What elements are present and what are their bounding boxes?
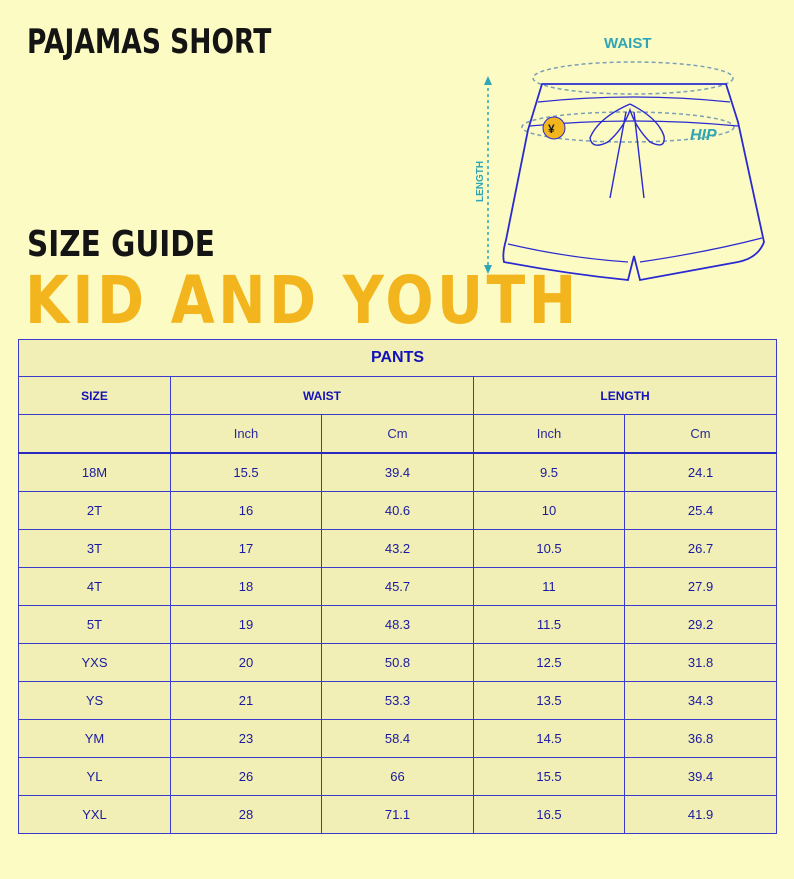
column-header-waist: WAIST xyxy=(171,377,474,415)
length-inch-cell: 10.5 xyxy=(474,530,625,568)
table-row xyxy=(19,453,777,492)
size-cell: YM xyxy=(19,720,171,758)
size-cell: YXS xyxy=(19,644,171,682)
waist-label: WAIST xyxy=(604,35,652,52)
waist-cm-cell: 58.4 xyxy=(322,720,474,758)
unit-header-waist-cm: Cm xyxy=(322,415,474,454)
size-cell: YXL xyxy=(19,796,171,834)
size-cell: 2T xyxy=(19,492,171,530)
waist-inch-cell: 21 xyxy=(171,682,322,720)
brand-logo-glyph: ¥ xyxy=(548,122,555,136)
table-row xyxy=(19,758,777,796)
shorts-measurement-diagram xyxy=(468,30,768,290)
length-cm-cell: 26.7 xyxy=(625,530,777,568)
column-header-size: SIZE xyxy=(19,377,171,415)
size-cell: YL xyxy=(19,758,171,796)
length-inch-cell: 16.5 xyxy=(474,796,625,834)
waist-measure-ellipse xyxy=(533,62,733,94)
unit-header-waist-inch: Inch xyxy=(171,415,322,454)
size-cell: 18M xyxy=(19,453,171,492)
waist-inch-cell: 20 xyxy=(171,644,322,682)
waistband-line xyxy=(538,97,730,102)
unit-header-blank xyxy=(19,415,171,454)
length-arrow-top-icon xyxy=(484,76,492,85)
waist-cm-cell: 43.2 xyxy=(322,530,474,568)
waist-inch-cell: 16 xyxy=(171,492,322,530)
waist-inch-cell: 18 xyxy=(171,568,322,606)
length-cm-cell: 24.1 xyxy=(625,453,777,492)
length-inch-cell: 14.5 xyxy=(474,720,625,758)
length-cm-cell: 29.2 xyxy=(625,606,777,644)
waist-cm-cell: 50.8 xyxy=(322,644,474,682)
column-header-length: LENGTH xyxy=(474,377,777,415)
unit-header-length-inch: Inch xyxy=(474,415,625,454)
size-cell: 3T xyxy=(19,530,171,568)
unit-header-length-cm: Cm xyxy=(625,415,777,454)
length-cm-cell: 27.9 xyxy=(625,568,777,606)
size-guide-heading: SIZE GUIDE xyxy=(27,224,215,265)
drawstring-icon xyxy=(590,104,664,198)
hem-line-right xyxy=(640,238,762,262)
table-row xyxy=(19,568,777,606)
waist-cm-cell: 66 xyxy=(322,758,474,796)
product-title: PAJAMAS SHORT xyxy=(27,22,272,62)
audience-heading: KID AND YOUTH xyxy=(25,262,580,339)
table-row xyxy=(19,530,777,568)
waist-cm-cell: 40.6 xyxy=(322,492,474,530)
waist-cm-cell: 39.4 xyxy=(322,453,474,492)
length-inch-cell: 12.5 xyxy=(474,644,625,682)
length-inch-cell: 11.5 xyxy=(474,606,625,644)
length-inch-cell: 13.5 xyxy=(474,682,625,720)
waist-inch-cell: 23 xyxy=(171,720,322,758)
length-cm-cell: 31.8 xyxy=(625,644,777,682)
waist-cm-cell: 45.7 xyxy=(322,568,474,606)
hip-label: HIP xyxy=(690,127,717,144)
table-row xyxy=(19,796,777,834)
waist-cm-cell: 53.3 xyxy=(322,682,474,720)
table-row xyxy=(19,682,777,720)
table-row xyxy=(19,644,777,682)
size-cell: 5T xyxy=(19,606,171,644)
table-row xyxy=(19,606,777,644)
pants-section-title: PANTS xyxy=(19,340,777,377)
table-row xyxy=(19,720,777,758)
waist-inch-cell: 17 xyxy=(171,530,322,568)
waist-inch-cell: 28 xyxy=(171,796,322,834)
size-chart-table xyxy=(18,339,777,834)
waist-cm-cell: 71.1 xyxy=(322,796,474,834)
hem-line-left xyxy=(508,244,628,262)
waist-cm-cell: 48.3 xyxy=(322,606,474,644)
length-cm-cell: 36.8 xyxy=(625,720,777,758)
length-inch-cell: 15.5 xyxy=(474,758,625,796)
table-row xyxy=(19,492,777,530)
length-cm-cell: 41.9 xyxy=(625,796,777,834)
length-cm-cell: 34.3 xyxy=(625,682,777,720)
length-label: LENGTH xyxy=(475,160,486,202)
length-inch-cell: 9.5 xyxy=(474,453,625,492)
waist-inch-cell: 15.5 xyxy=(171,453,322,492)
length-inch-cell: 11 xyxy=(474,568,625,606)
waist-inch-cell: 26 xyxy=(171,758,322,796)
length-inch-cell: 10 xyxy=(474,492,625,530)
length-cm-cell: 39.4 xyxy=(625,758,777,796)
size-cell: YS xyxy=(19,682,171,720)
length-cm-cell: 25.4 xyxy=(625,492,777,530)
size-cell: 4T xyxy=(19,568,171,606)
waist-inch-cell: 19 xyxy=(171,606,322,644)
